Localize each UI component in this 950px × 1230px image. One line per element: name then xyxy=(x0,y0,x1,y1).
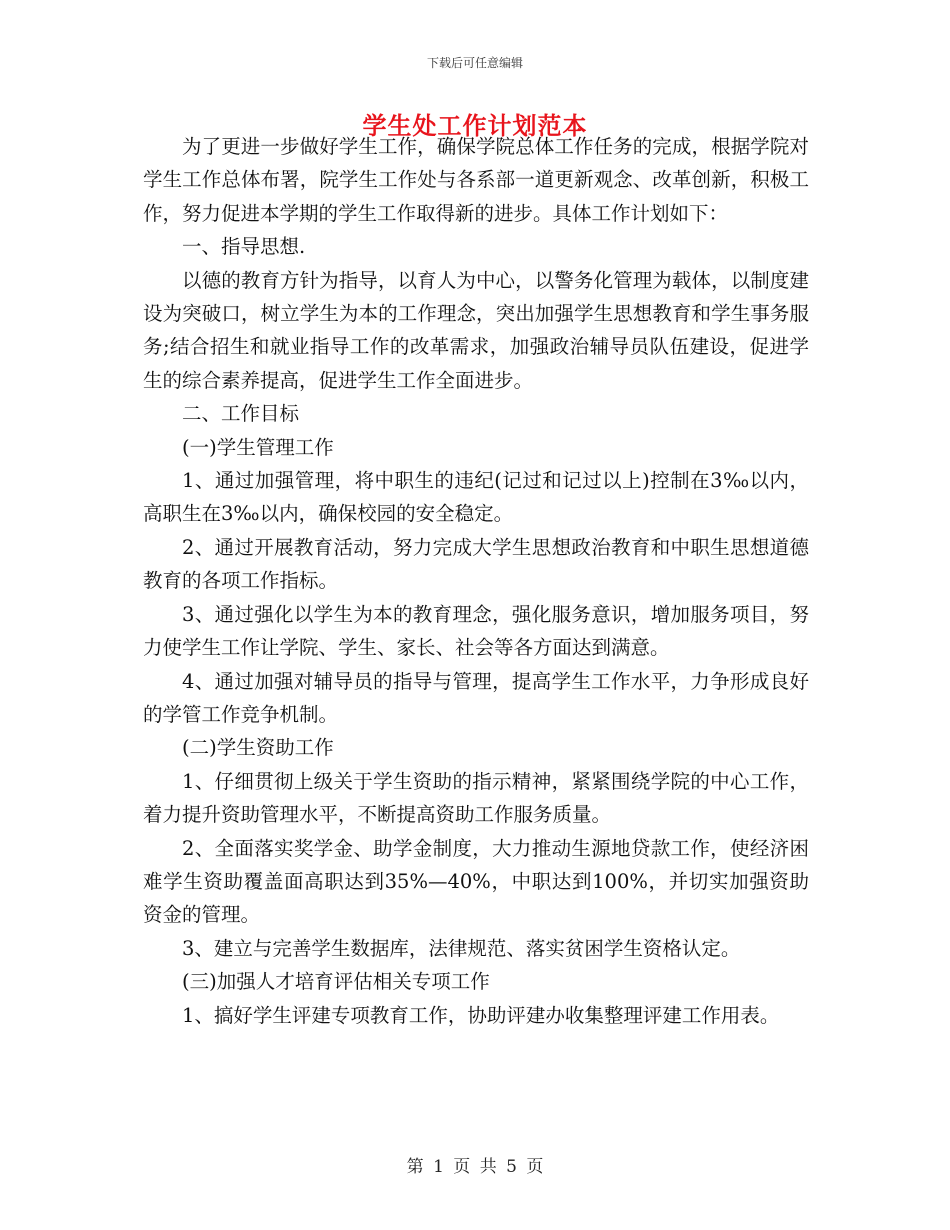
list-item: 3、通过强化以学生为本的教育理念，强化服务意识，增加服务项目，努力使学生工作让学院、学生、家长、社会等各方面达到满意。 xyxy=(143,602,809,660)
list-item: 3、建立与完善学生数据库，法律规范、落实贫困学生资格认定。 xyxy=(182,936,741,960)
list-item: 1、仔细贯彻上级关于学生资助的指示精神，紧紧围绕学院的中心工作，着力提升资助管理水平，不断提高资助工作服务质量。 xyxy=(143,769,809,827)
page-number-footer: 第 1 页 共 5 页 xyxy=(406,1157,544,1177)
list-item: 2、通过开展教育活动，努力完成大学生思想政治教育和中职生思想道德教育的各项工作指标。 xyxy=(143,535,809,593)
document-title: 学生处工作计划范本 xyxy=(362,112,588,140)
page-header-note: 下载后可任意编辑 xyxy=(426,56,523,70)
list-item: 1、搞好学生评建专项教育工作，协助评建办收集整理评建工作用表。 xyxy=(182,1003,780,1027)
subheading-talent-evaluation: (三)加强人才培育评估相关专项工作 xyxy=(182,970,490,994)
heading-guiding-ideology: 一、指导思想. xyxy=(182,235,306,259)
subheading-student-management: (一)学生管理工作 xyxy=(182,435,334,459)
list-item: 4、通过加强对辅导员的指导与管理，提高学生工作水平，力争形成良好的学管工作竞争机制。 xyxy=(143,669,809,726)
document-body xyxy=(143,130,809,1032)
paragraph-intro: 为了更进一步做好学生工作，确保学院总体工作任务的完成，根据学院对学生工作总体布署，院学生工作处与各系部一道更新观念、改革创新，积极工作，努力促进本学期的学生工作取得新的进步。具体工作计划如下： xyxy=(143,135,809,225)
subheading-student-aid: (二)学生资助工作 xyxy=(182,736,334,760)
heading-work-goals: 二、工作目标 xyxy=(182,402,300,426)
list-item: 2、全面落实奖学金、助学金制度，大力推动生源地贷款工作，使经济困难学生资助覆盖面高职达到35%—40%，中职达到100%，并切实加强资助资金的管理。 xyxy=(143,836,809,927)
list-item: 1、通过加强管理，将中职生的违纪(记过和记过以上)控制在3‰以内，高职生在3‰以内，确保校园的安全稳定。 xyxy=(143,469,809,526)
paragraph-guiding-ideology: 以德的教育方针为指导，以育人为中心，以警务化管理为载体，以制度建设为突破口，树立学生为本的工作理念，突出加强学生思想教育和学生事务服务;结合招生和就业指导工作的改革需求，加强政治辅导员队伍建设，促进学生的综合素养提高，促进学生工作全面进步。 xyxy=(143,268,809,392)
